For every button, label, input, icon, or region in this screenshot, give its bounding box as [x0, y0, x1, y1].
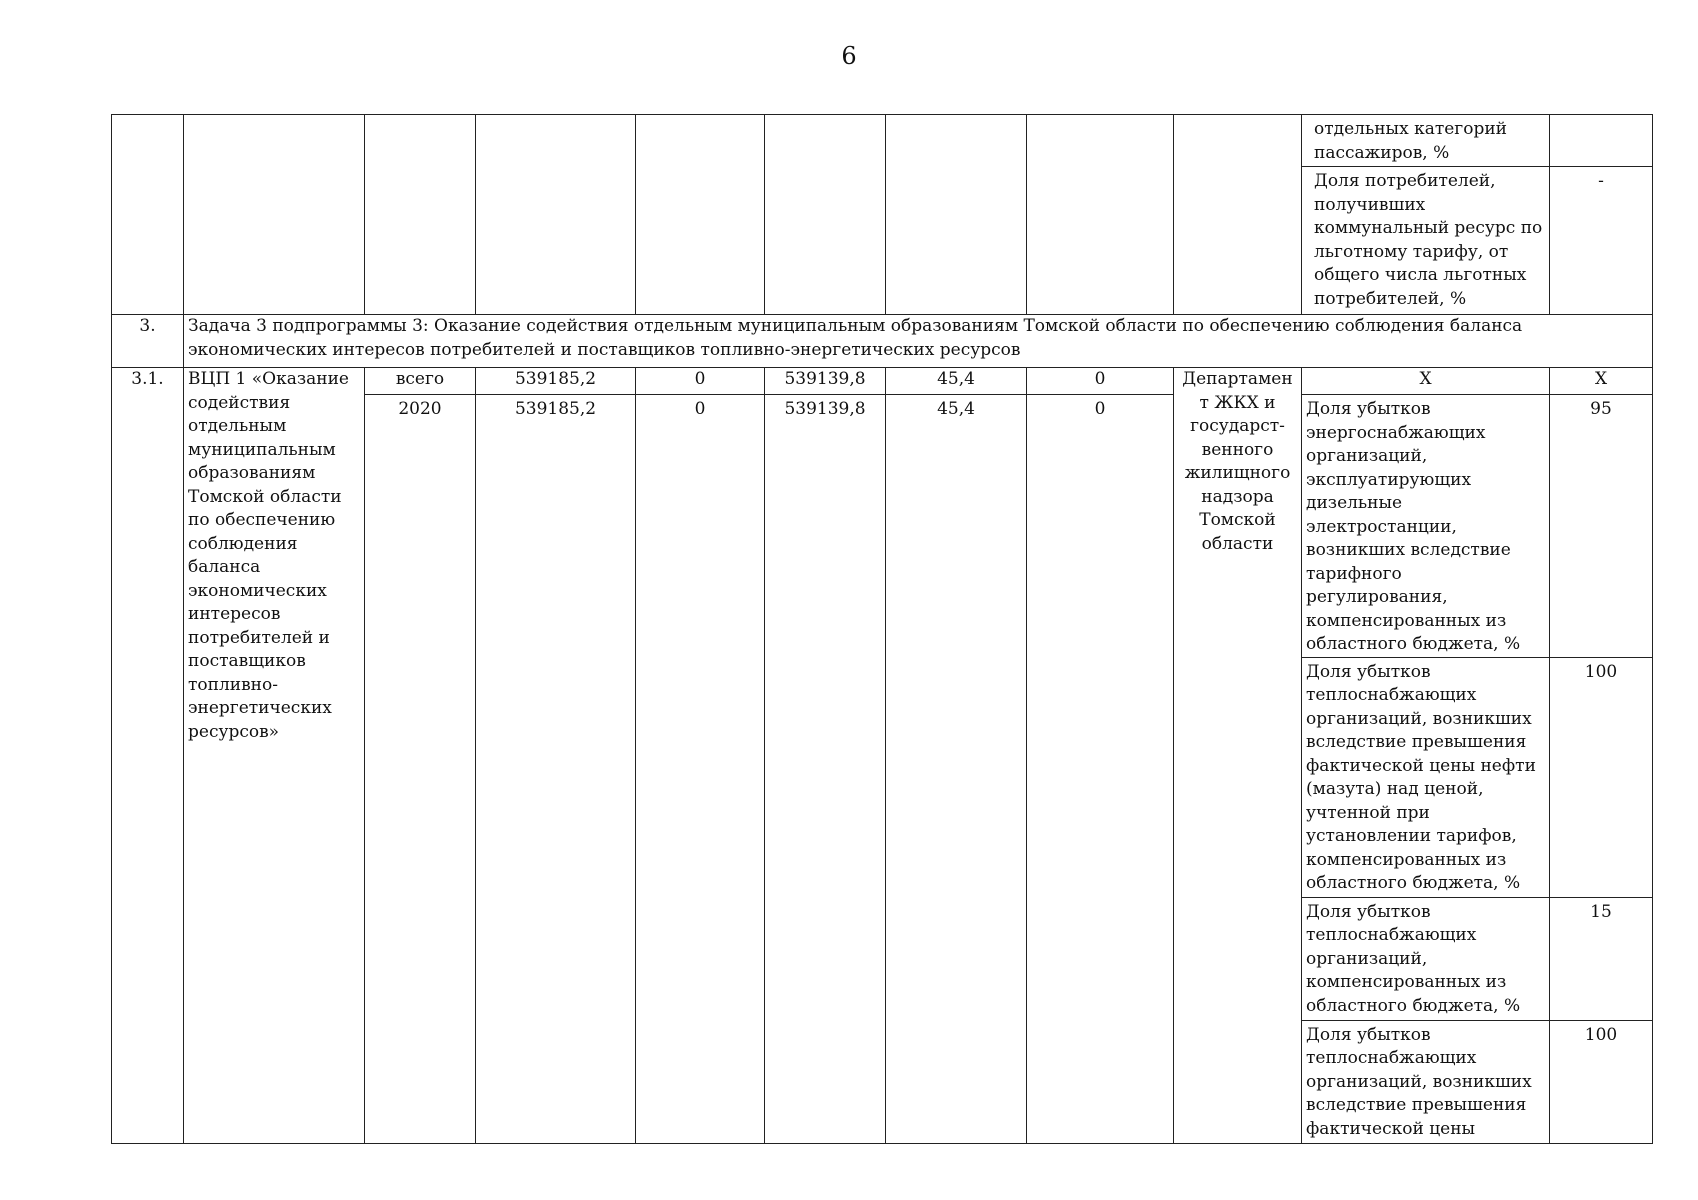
extra-amount: 0 [1027, 368, 1174, 395]
indicator-value: 95 [1550, 395, 1653, 658]
empty-cell [886, 115, 1027, 315]
empty-cell [765, 115, 886, 315]
empty-cell [184, 115, 365, 315]
total-amount: 539185,2 [476, 395, 636, 1144]
extra-amount: 0 [1027, 395, 1174, 1144]
federal-amount: 0 [636, 368, 765, 395]
program-table [111, 114, 1653, 1144]
indicator-cell: Доля потребителей, получивших коммунальный ресурс по льготному тарифу, от общего числа льготных потребителей, % [1302, 167, 1550, 315]
page-number: 6 [841, 42, 857, 70]
empty-cell [112, 115, 184, 315]
task-row [112, 315, 1653, 368]
indicator-cell: Доля убытков теплоснабжающих организаций, компенсированных из областного бюджета, % [1302, 897, 1550, 1020]
indicator-cell: Х [1302, 368, 1550, 395]
empty-cell [365, 115, 476, 315]
empty-cell [1174, 115, 1302, 315]
indicator-value: 100 [1550, 1020, 1653, 1143]
regional-amount: 539139,8 [765, 368, 886, 395]
empty-cell [1027, 115, 1174, 315]
indicator-value: - [1550, 167, 1653, 315]
indicator-cell: Доля убытков энергоснабжающих организаций, эксплуатирующих дизельные электростанции, возникших вследствие тарифного регулирования, компенсированных из областного бюджета, % [1302, 395, 1550, 658]
indicator-value: Х [1550, 368, 1653, 395]
indicator-value: 100 [1550, 657, 1653, 897]
local-amount: 45,4 [886, 395, 1027, 1144]
indicator-cell: Доля убытков теплоснабжающих организаций, возникших вследствие превышения фактической цены нефти (мазута) над ценой, учтенной при установлении тарифов, компенсированных из областного бюджета, % [1302, 657, 1550, 897]
indicator-value [1550, 115, 1653, 167]
local-amount: 45,4 [886, 368, 1027, 395]
empty-cell [636, 115, 765, 315]
task-text: Задача 3 подпрограммы 3: Оказание содействия отдельным муниципальным образованиям Томской области по обеспечению соблюдения баланса экономических интересов потребителей и поставщиков топливно-энергетических ресурсов [184, 315, 1653, 368]
period-cell: 2020 [365, 395, 476, 1144]
total-amount: 539185,2 [476, 368, 636, 395]
continuation-row [112, 115, 1653, 167]
empty-cell [476, 115, 636, 315]
indicator-cell: Доля убытков теплоснабжающих организаций, возникших вследствие превышения фактической цены [1302, 1020, 1550, 1143]
measure-total-row [112, 368, 1653, 395]
period-cell: всего [365, 368, 476, 395]
regional-amount: 539139,8 [765, 395, 886, 1144]
measure-number: 3.1. [112, 368, 184, 1144]
measure-name: ВЦП 1 «Оказание содействия отдельным муниципальным образованиям Томской области по обеспечению соблюдения баланса экономических интересов потребителей и поставщиков топливно-энергетических ресурсов» [184, 368, 365, 1144]
indicator-cell: отдельных категорий пассажиров, % [1302, 115, 1550, 167]
indicator-value: 15 [1550, 897, 1653, 1020]
executor-cell: Департамент ЖКХ и государст-венного жилищного надзора Томской области [1174, 368, 1302, 1144]
task-number: 3. [112, 315, 184, 368]
federal-amount: 0 [636, 395, 765, 1144]
